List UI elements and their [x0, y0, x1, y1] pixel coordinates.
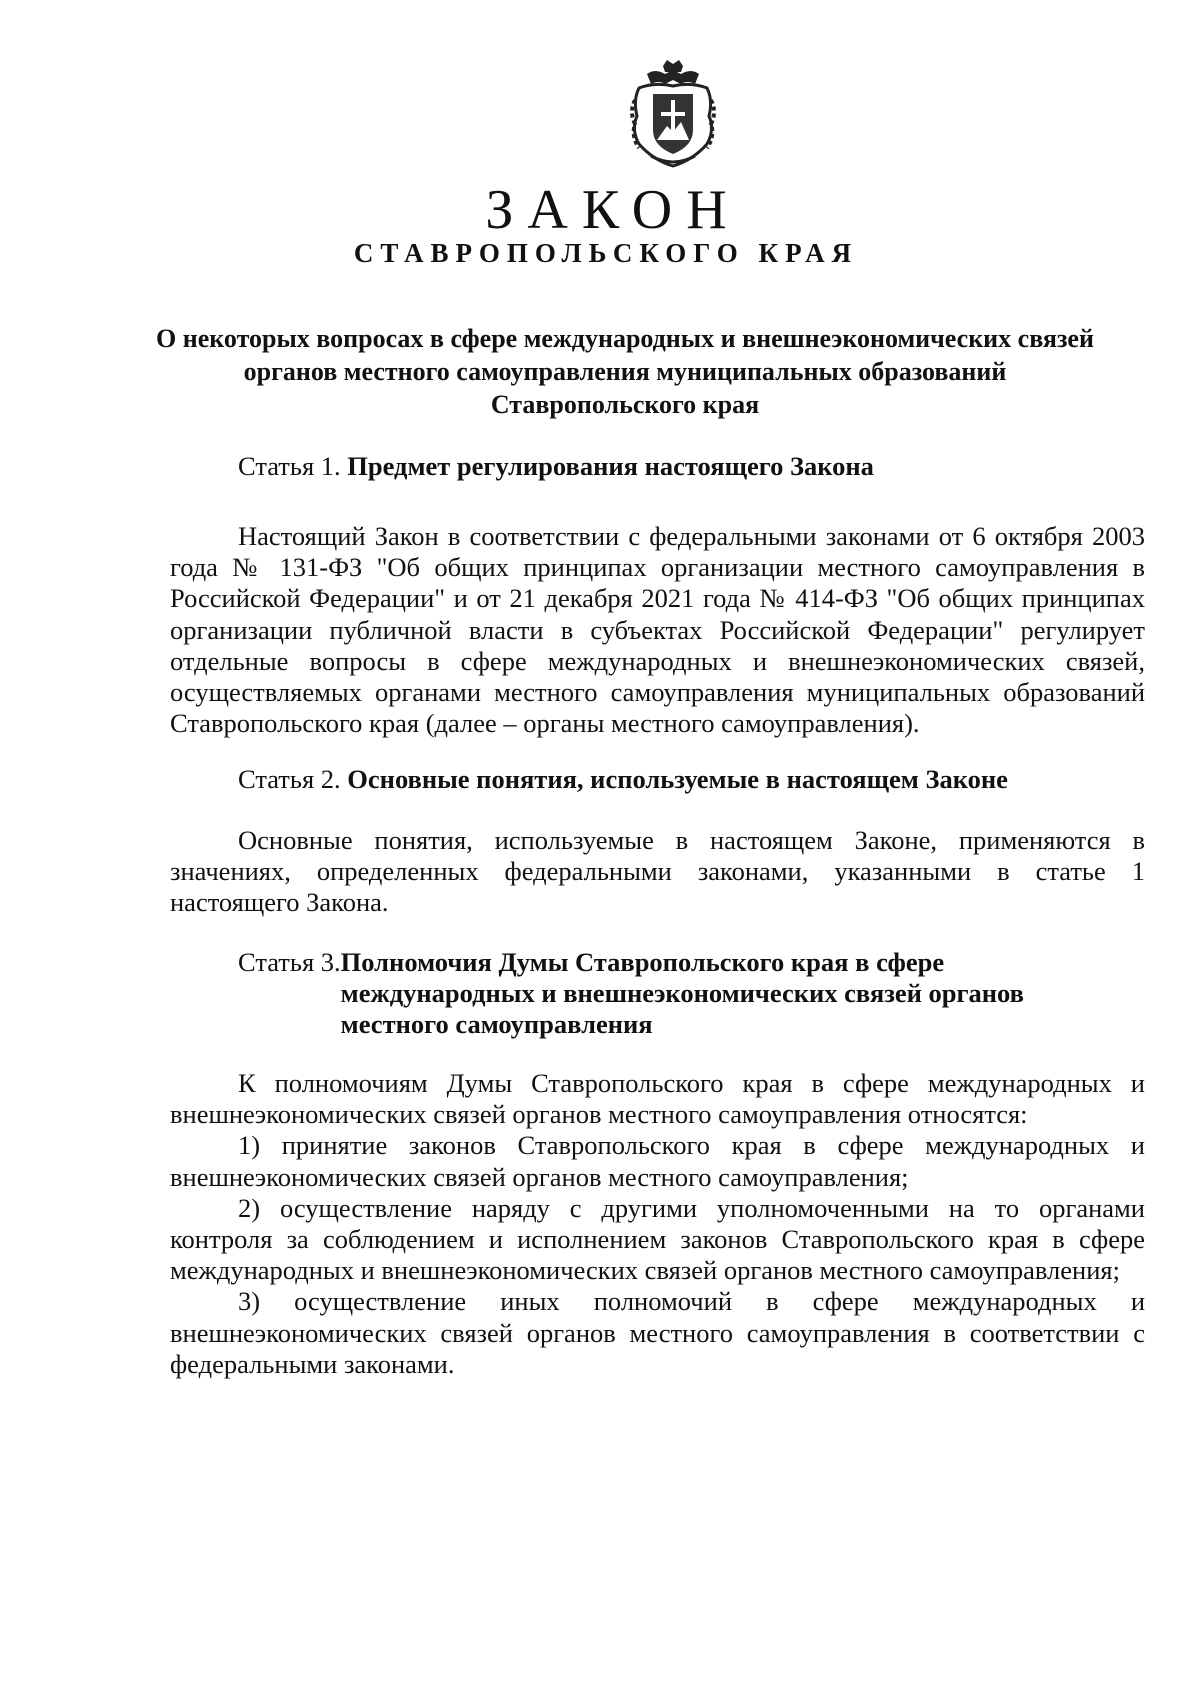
article-number: Статья 3.: [238, 947, 341, 977]
document-title: О некоторых вопросах в сфере международных и внешнеэкономических связей органов местного самоуправления муниципальных образований Ставропольского края: [156, 324, 1094, 419]
article-title: Предмет регулирования настоящего Закона: [347, 451, 874, 481]
coat-of-arms-icon: [625, 60, 721, 170]
article-2-body: [170, 825, 1145, 919]
article-1-body: [170, 521, 1145, 739]
paragraph: Основные понятия, используемые в настоящем Законе, применяются в значениях, определенных федеральными законами, указанными в статье 1 настоящего Закона.: [170, 825, 1145, 918]
list-item: 3) осуществление иных полномочий в сфере международных и внешнеэкономических связей органов местного самоуправления в соответствии с федеральными законами.: [170, 1286, 1145, 1379]
article-title: Основные понятия, используемые в настоящем Законе: [347, 764, 1008, 794]
list-item: 1) принятие законов Ставропольского края в сфере международных и внешнеэкономических связей органов местного самоуправления;: [170, 1130, 1145, 1192]
article-2-heading: [238, 764, 1138, 795]
article-3-body: [170, 1068, 1145, 1380]
article-number: Статья 2.: [238, 764, 341, 794]
article-title: Полномочия Думы Ставропольского края в сфере международных и внешнеэкономических связей органов местного самоуправления: [340, 947, 1024, 1039]
law-title: ЗАКОН: [485, 179, 741, 241]
list-item: 2) осуществление наряду с другими уполномоченными на то органами контроля за соблюдением и исполнением законов Ставропольского края в сфере международных и внешнеэкономических связей органов местного самоуправления;: [170, 1192, 1145, 1286]
law-subtitle: СТАВРОПОЛЬСКОГО КРАЯ: [353, 238, 859, 268]
article-number: Статья 1.: [238, 451, 341, 481]
article-1-heading: [238, 451, 1138, 482]
article-3-heading: [238, 947, 1138, 1040]
paragraph: К полномочиям Думы Ставропольского края в сфере международных и внешнеэкономических связей органов местного самоуправления относятся:: [170, 1068, 1145, 1130]
paragraph: Настоящий Закон в соответствии с федеральными законами от 6 октября 2003 года № 131-ФЗ "Об общих принципах организации местного самоуправления в Российской Федерации" и от 21 декабря 2021 года № 414-ФЗ "Об общих принципах организации публичной власти в субъектах Российской Федерации" регулирует отдельные вопросы в сфере международных и внешнеэкономических связей, осуществляемых органами местного самоуправления муниципальных образований Ставропольского края (далее – органы местного самоуправления).: [170, 521, 1145, 739]
